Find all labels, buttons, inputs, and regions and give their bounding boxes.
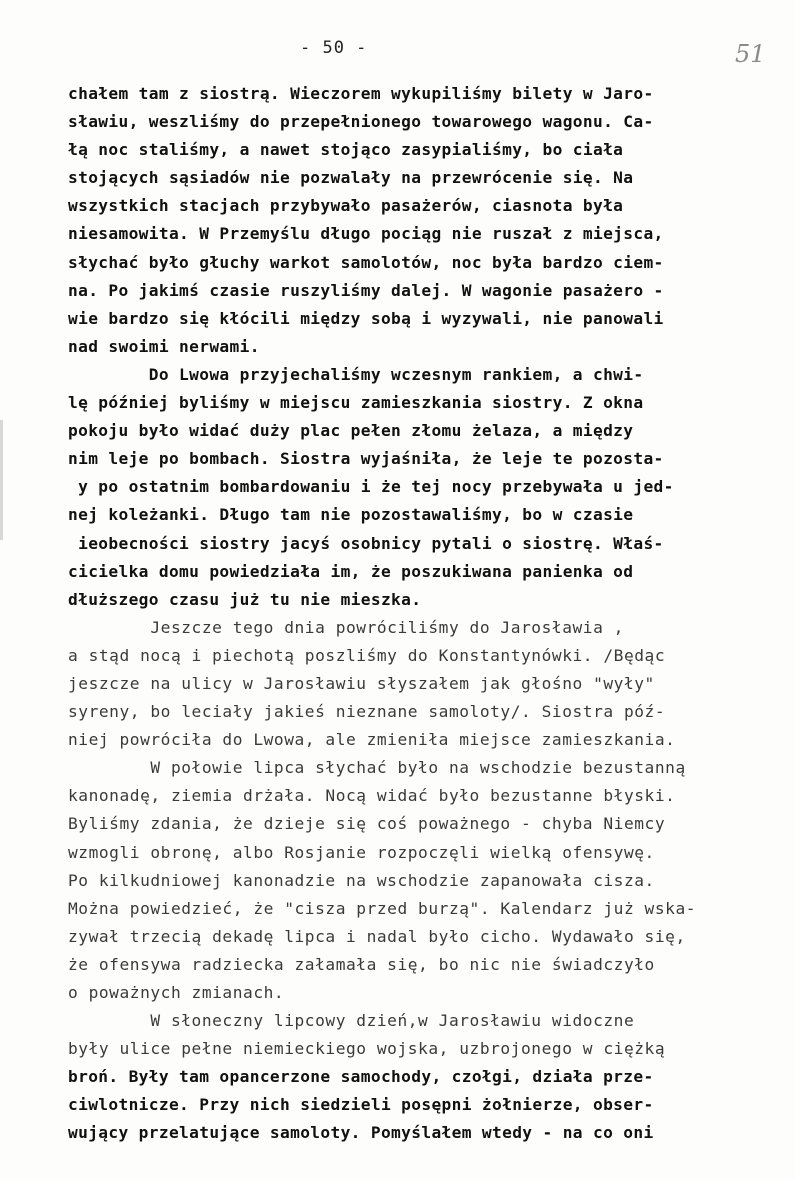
text-line: Byliśmy zdania, że dzieje się coś poważnego - chyba Niemcy — [68, 814, 666, 834]
text-line: że ofensywa radziecka załamała się, bo nic nie świadczyło — [68, 954, 655, 974]
text-line: kanonadę, ziemia drżała. Nocą widać było bezustanne błyski. — [68, 786, 676, 806]
text-line: sławiu, weszliśmy do przepełnionego towarowego wagonu. Ca- — [68, 112, 654, 132]
text-line: zywał trzecią dekadę lipca i nadal było cicho. Wydawało się, — [68, 926, 686, 946]
text-line: wujący przelatujące samoloty. Pomyślałem wtedy - na co oni — [68, 1123, 654, 1143]
text-line: Do Lwowa przyjechaliśmy wczesnym rankiem, a chwi- — [68, 364, 644, 384]
text-line: cicielka domu powiedziała im, że poszukiwana panienka od — [68, 561, 634, 581]
text-line: Po kilkudniowej kanonadzie na wschodzie zapanowała cisza. — [68, 870, 655, 890]
text-line: a stąd nocą i piechotą poszliśmy do Konstantynówki. /Będąc — [68, 645, 666, 665]
text-line: nim leje po bombach. Siostra wyjaśniła, że leje te pozosta- — [68, 449, 664, 469]
text-line: ieobecności siostry jacyś osobnicy pytali o siostrę. Właś- — [68, 533, 664, 553]
text-line: ciwlotnicze. Przy nich siedzieli posępni żołnierze, obser- — [68, 1095, 654, 1115]
text-line: łą noc staliśmy, a nawet stojąco zasypialiśmy, bo ciała — [68, 140, 624, 160]
text-line: dłuższego czasu już tu nie mieszka. — [68, 589, 422, 609]
text-line: pokoju było widać duży plac pełen złomu żelaza, a między — [68, 421, 634, 441]
text-line: wzmogli obronę, albo Rosjanie rozpoczęli wielką ofensywę. — [68, 842, 655, 862]
handwritten-page-number: 51 — [735, 40, 766, 68]
text-line: na. Po jakimś czasie ruszyliśmy dalej. W wagonie pasażero - — [68, 280, 664, 300]
text-line: słychać było głuchy warkot samolotów, noc była bardzo ciem- — [68, 252, 664, 272]
text-line: stojących sąsiadów nie pozwalały na przewrócenie się. Na — [68, 168, 634, 188]
text-line: lę później byliśmy w miejscu zamieszkania siostry. Z okna — [68, 393, 644, 413]
text-line: Można powiedzieć, że "cisza przed burzą". Kalendarz już wska- — [68, 898, 697, 918]
text-line: W połowie lipca słychać było na wschodzie bezustanną — [68, 758, 686, 778]
text-line: były ulice pełne niemieckiego wojska, uzbrojonego w ciężką — [68, 1039, 666, 1059]
body-text — [68, 80, 768, 1148]
text-line: o poważnych zmianach. — [68, 983, 285, 1002]
text-line: jeszcze na ulicy w Jarosławiu słyszałem jak głośno "wyły" — [68, 673, 655, 693]
text-line: W słoneczny lipcowy dzień,w Jarosławiu widoczne — [68, 1011, 635, 1031]
text-line: niesamowita. W Przemyślu długo pociąg nie ruszał z miejsca, — [68, 224, 664, 244]
page-number: - 50 - — [300, 38, 368, 58]
text-line: chałem tam z siostrą. Wieczorem wykupiliśmy bilety w Jaro- — [68, 84, 654, 103]
text-line: wie bardzo się kłócili między sobą i wyzywali, nie panowali — [68, 308, 664, 328]
text-line: nad swoimi nerwami. — [68, 336, 260, 356]
text-line: nej koleżanki. Długo tam nie pozostawaliśmy, bo w czasie — [68, 505, 634, 525]
text-line: y po ostatnim bombardowaniu i że tej nocy przebywała u jed- — [68, 477, 674, 497]
text-line: syreny, bo leciały jakieś nieznane samoloty/. Siostra póź- — [68, 702, 666, 722]
text-line: niej powróciła do Lwowa, ale zmieniła miejsce zamieszkania. — [68, 730, 676, 750]
scan-edge-mark — [0, 420, 3, 540]
text-line: broń. Były tam opancerzone samochody, czołgi, działa prze- — [68, 1067, 654, 1087]
text-line: wszystkich stacjach przybywało pasażerów, ciasnota była — [68, 196, 624, 216]
text-line: Jeszcze tego dnia powróciliśmy do Jarosławia , — [68, 617, 624, 637]
